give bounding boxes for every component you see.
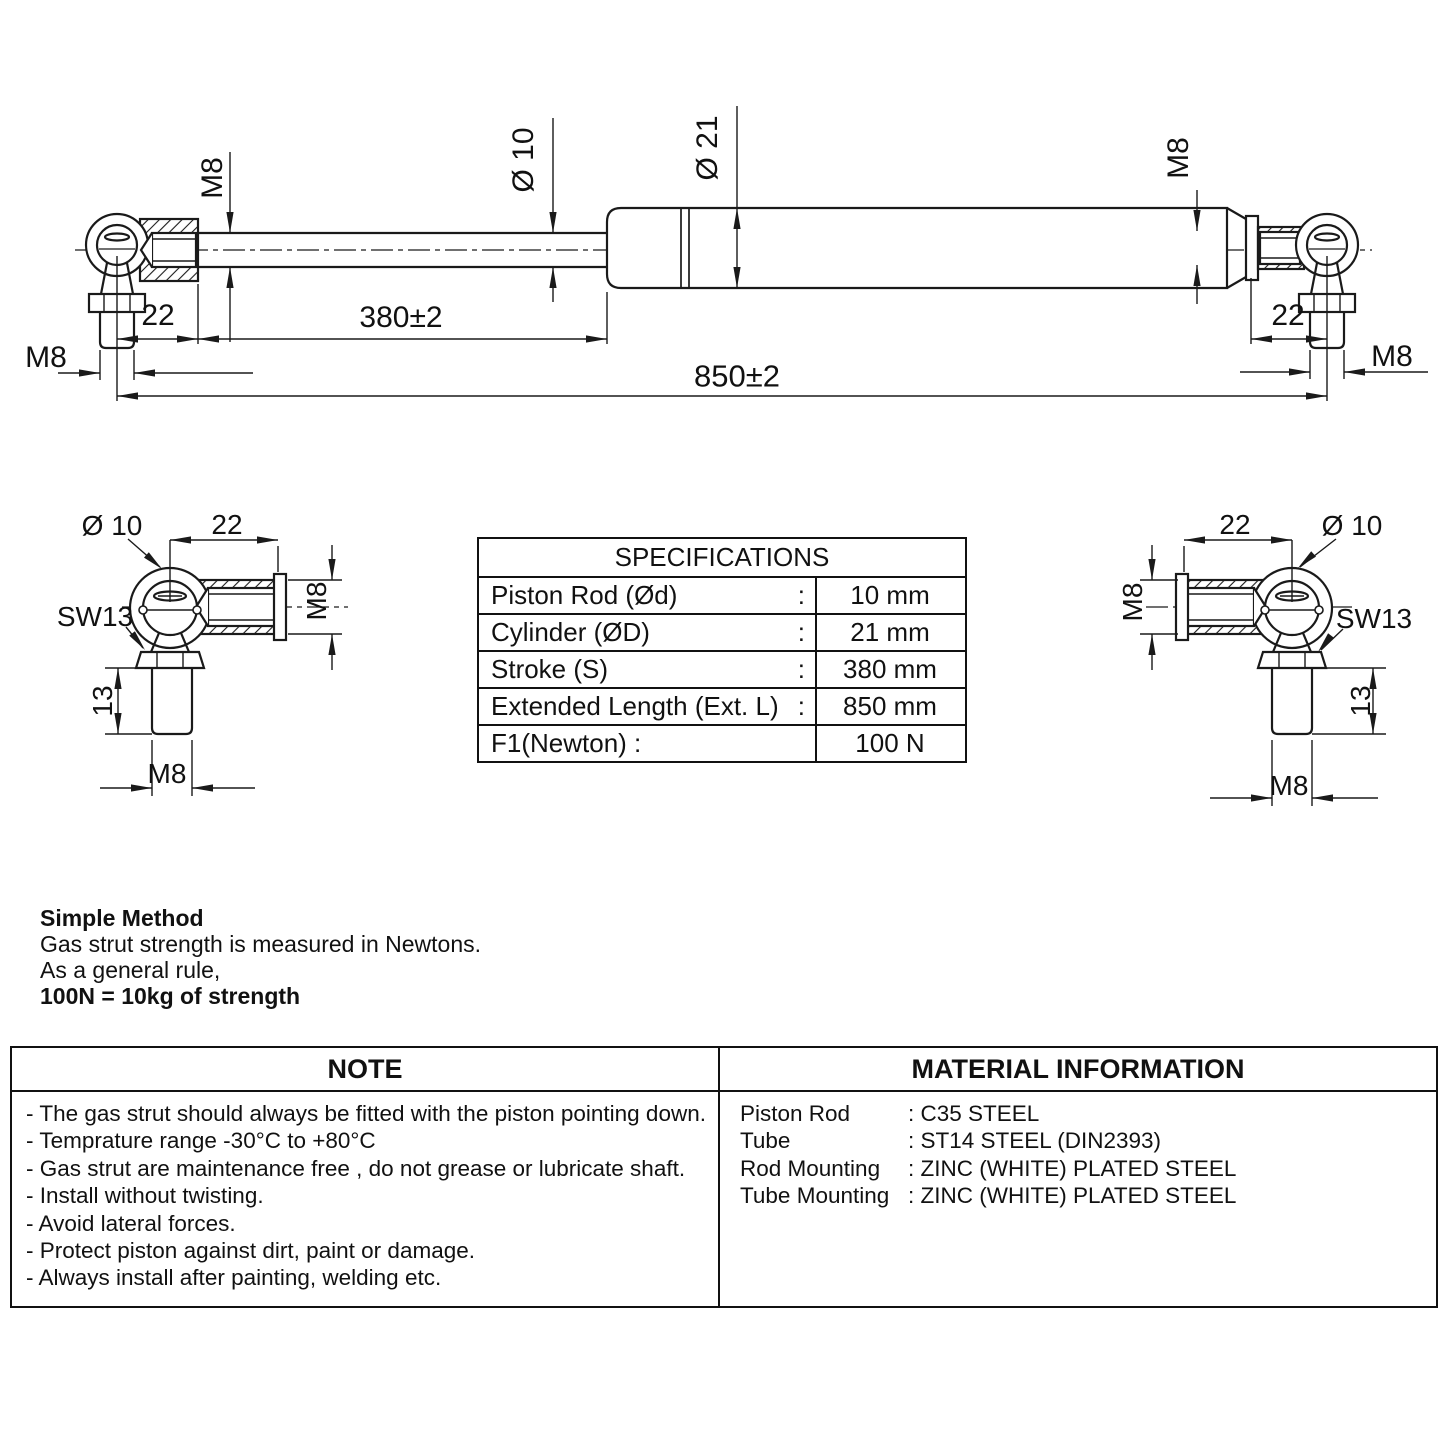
spec-separator: : <box>797 691 805 721</box>
material-row <box>740 1127 1430 1154</box>
note-column <box>12 1048 720 1306</box>
spec-label: F1(Newton) : <box>491 728 642 758</box>
material-header: MATERIAL INFORMATION <box>720 1048 1436 1092</box>
note-item: - Temprature range -30°C to +80°C <box>26 1128 376 1154</box>
material-label: Tube Mounting <box>740 1183 890 1209</box>
spec-label: Stroke (S) <box>491 654 609 684</box>
note-header: NOTE <box>12 1048 718 1092</box>
dim-label-22-left: 22 <box>141 299 175 332</box>
material-value: : ST14 STEEL (DIN2393) <box>908 1128 1162 1154</box>
material-label: Rod Mounting <box>740 1155 881 1181</box>
material-list <box>720 1092 1436 1306</box>
note-item: - The gas strut should always be fitted with the piston pointing down. <box>26 1101 706 1126</box>
dim-label-extended-length: 850±2 <box>694 358 780 394</box>
simple-method-rule: 100N = 10kg of strength <box>40 983 301 1009</box>
spec-value: 21 mm <box>850 617 930 647</box>
right-detail-22: 22 <box>1219 509 1251 540</box>
right-detail-ball-diameter: Ø 10 <box>1321 510 1383 541</box>
note-item: - Install without twisting. <box>26 1183 264 1209</box>
simple-method-line: Gas strut strength is measured in Newtons. <box>40 931 482 957</box>
spec-separator: : <box>797 654 805 684</box>
right-detail-stud-thread-m8: M8 <box>1269 770 1309 801</box>
spec-value: 100 N <box>855 728 925 758</box>
table-row <box>479 615 965 652</box>
material-value: : ZINC (WHITE) PLATED STEEL <box>908 1155 1237 1181</box>
table-row <box>479 689 965 726</box>
specifications-table <box>477 537 967 763</box>
material-column <box>720 1048 1436 1306</box>
material-row <box>740 1182 1430 1209</box>
left-detail-stud-thread-m8: M8 <box>147 758 187 789</box>
spec-separator: : <box>797 617 805 647</box>
simple-method-block <box>40 905 481 1009</box>
table-row <box>479 726 965 761</box>
material-row <box>740 1100 1430 1127</box>
spec-table-title: SPECIFICATIONS <box>479 539 965 578</box>
dim-label-right-thread-m8: M8 <box>1162 137 1195 179</box>
simple-method-heading: Simple Method <box>40 905 204 931</box>
right-ball-joint-detail <box>1176 568 1332 734</box>
note-item: - Avoid lateral forces. <box>26 1210 236 1236</box>
right-detail-wrench-size: SW13 <box>1335 603 1413 634</box>
spec-value: 850 mm <box>843 691 937 721</box>
left-detail-22: 22 <box>211 509 243 540</box>
material-value: : ZINC (WHITE) PLATED STEEL <box>908 1183 1237 1209</box>
dim-label-stroke: 380±2 <box>359 301 443 334</box>
simple-method-line: As a general rule, <box>40 957 221 983</box>
dim-label-rod-thread-m8: M8 <box>196 157 229 199</box>
left-detail-13: 13 <box>87 685 118 717</box>
note-list <box>12 1092 718 1306</box>
spec-value: 380 mm <box>843 654 937 684</box>
table-row <box>479 652 965 689</box>
table-row <box>479 578 965 615</box>
left-detail-wrench-size: SW13 <box>56 601 134 632</box>
note-item: - Always install after painting, welding etc. <box>26 1265 442 1291</box>
left-detail-ball-diameter: Ø 10 <box>81 510 143 541</box>
right-detail-13: 13 <box>1345 685 1376 717</box>
main-strut-view <box>86 208 1358 348</box>
dim-label-22-right: 22 <box>1271 299 1305 332</box>
dim-label-rod-diameter: Ø 10 <box>507 127 540 193</box>
spec-label: Piston Rod (Ød) <box>491 580 678 610</box>
spec-label: Extended Length (Ext. L) <box>491 691 779 721</box>
note-item: - Gas strut are maintenance free , do not grease or lubricate shaft. <box>26 1155 686 1181</box>
dim-label-stud-m8-right: M8 <box>1371 340 1413 373</box>
note-material-table <box>10 1046 1438 1308</box>
spec-separator: : <box>797 580 805 610</box>
dim-label-stud-m8-left: M8 <box>25 341 67 374</box>
dim-label-cylinder-diameter: Ø 21 <box>691 115 724 181</box>
right-detail-socket-thread-m8: M8 <box>1117 582 1148 622</box>
material-value: : C35 STEEL <box>908 1101 1040 1126</box>
material-label: Piston Rod <box>740 1101 851 1126</box>
spec-value: 10 mm <box>850 580 930 610</box>
left-ball-joint-detail <box>130 568 286 734</box>
material-row <box>740 1155 1430 1182</box>
spec-label: Cylinder (ØD) <box>491 617 650 647</box>
note-item: - Protect piston against dirt, paint or damage. <box>26 1238 475 1264</box>
left-detail-socket-thread-m8: M8 <box>301 581 332 621</box>
material-label: Tube <box>740 1128 791 1154</box>
